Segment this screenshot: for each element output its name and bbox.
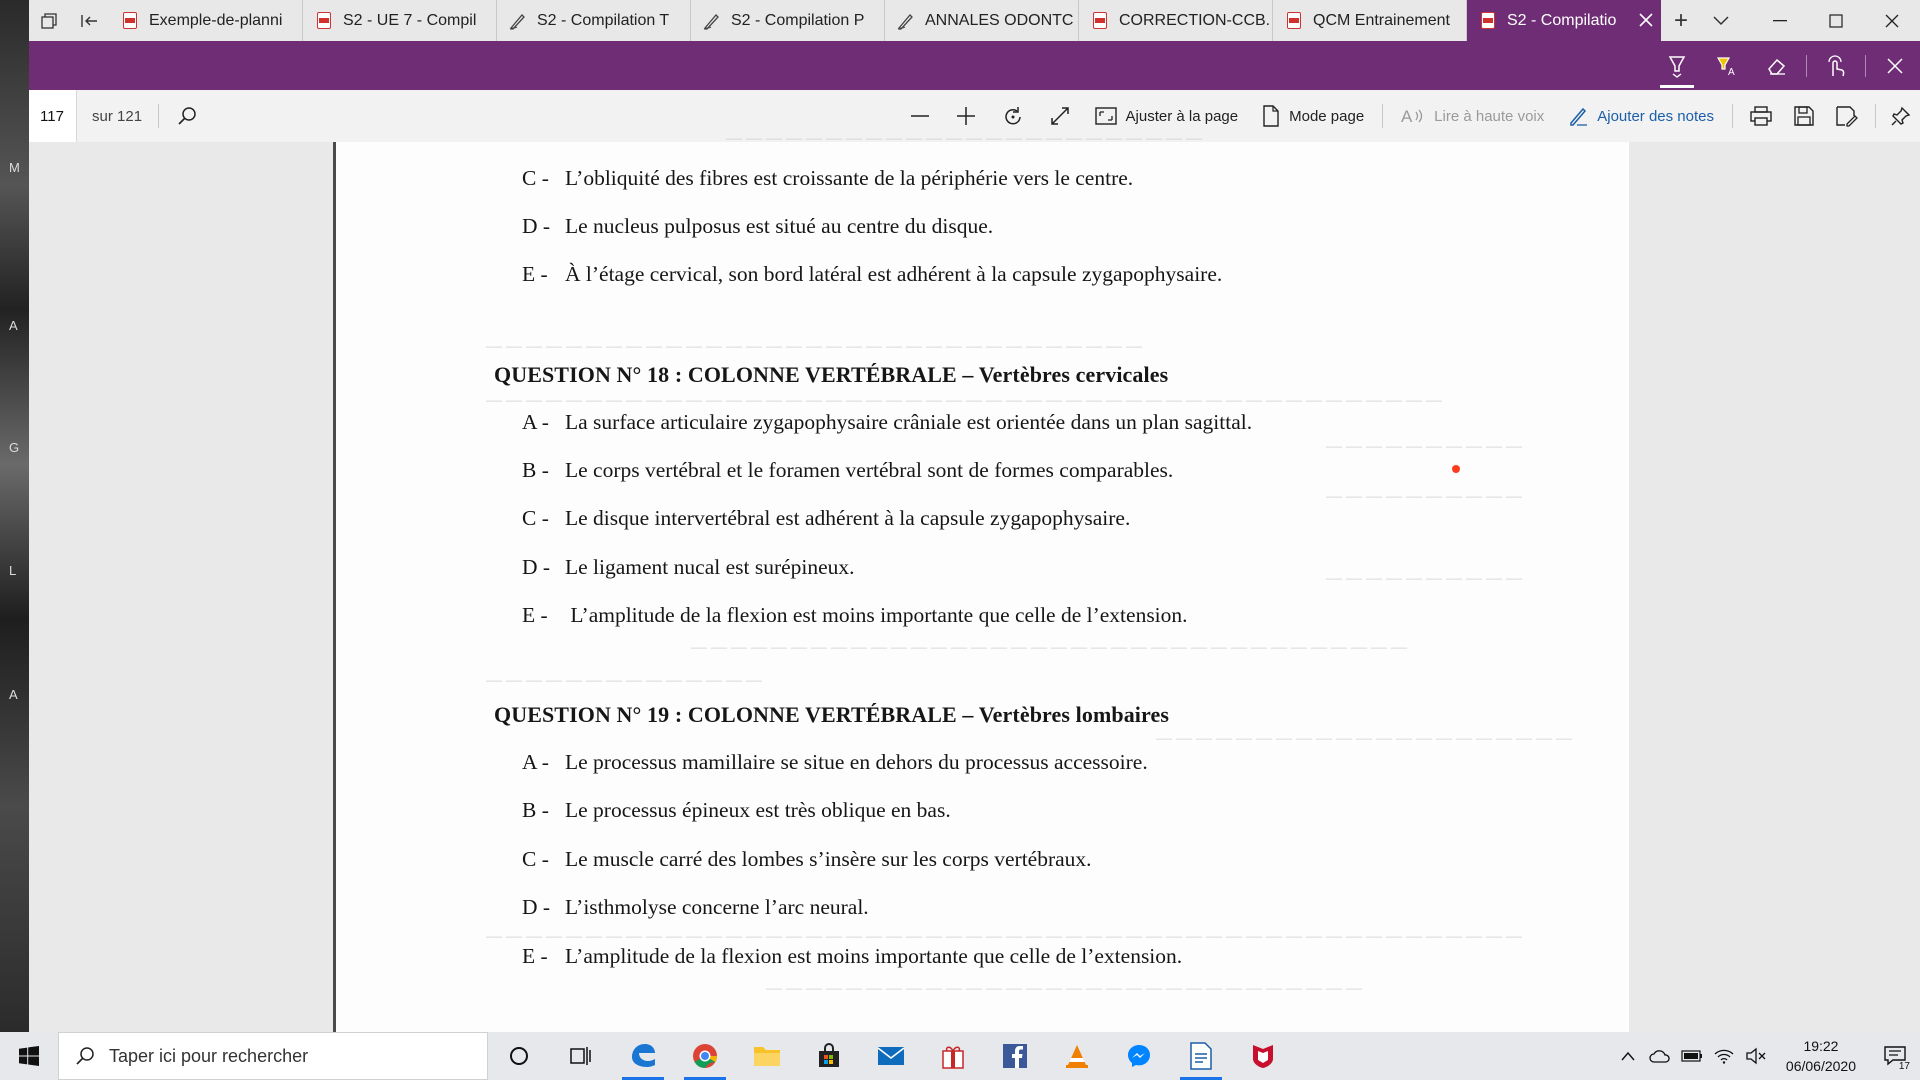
notification-count: 17 [1898, 1061, 1910, 1072]
save-as-icon[interactable] [1825, 90, 1869, 142]
question-option [522, 944, 1182, 969]
option-text: L’amplitude de la flexion est moins importante que celle de l’extension. [565, 944, 1183, 968]
question-option [522, 506, 1130, 531]
close-ink-toolbar-icon[interactable] [1870, 41, 1920, 90]
page-total-label: sur 121 [92, 107, 143, 125]
bleed-through-text: — — — — — — — — — — — — — — [486, 672, 762, 689]
desktop-background [0, 0, 29, 1032]
facebook-icon[interactable] [984, 1032, 1046, 1080]
tab-label: S2 - Compilation P [731, 11, 865, 29]
pdf-page [333, 130, 1629, 1032]
touch-writing-icon[interactable] [1811, 41, 1861, 90]
option-letter: E - [522, 944, 548, 968]
fit-page-icon [1095, 107, 1117, 125]
document-viewer-icon[interactable] [1170, 1032, 1232, 1080]
mail-icon[interactable] [860, 1032, 922, 1080]
pdf-icon [1091, 11, 1109, 31]
option-text: Le disque intervertébral est adhérent à la capsule zygapophysaire. [565, 506, 1131, 530]
pdf-icon [121, 11, 139, 31]
question-option [522, 895, 869, 920]
pdf-icon [315, 11, 333, 31]
option-letter: A - [522, 750, 549, 774]
new-tab-button[interactable]: + [1673, 6, 1688, 34]
option-text: Le nucleus pulposus est situé au centre du disque. [565, 214, 994, 238]
taskbar-search-box[interactable] [58, 1032, 488, 1080]
question-option [522, 262, 1222, 287]
tab-label: ANNALES ODONTC [925, 11, 1074, 29]
tab-label: S2 - Compilatio [1507, 11, 1617, 29]
toolbar-divider [1732, 104, 1733, 128]
taskbar [0, 1032, 1920, 1080]
tab[interactable] [303, 0, 497, 41]
tab[interactable] [885, 0, 1079, 41]
ink-dot [1452, 465, 1460, 473]
search-icon[interactable] [165, 90, 209, 142]
toolbar-divider [158, 104, 159, 128]
file-explorer-icon[interactable] [736, 1032, 798, 1080]
ink-toolbar [29, 41, 1920, 90]
bleed-through-text: — — — — — — — — — — — — — — — — — — — — — — — — — — — — — — — — — — — — — — — — — — — — — — — — [486, 392, 1442, 409]
question-option [522, 166, 1133, 191]
mcafee-icon[interactable] [1232, 1032, 1294, 1080]
option-text: Le processus épineux est très oblique en bas. [565, 798, 951, 822]
desktop-edge-letter: G [9, 440, 20, 455]
pin-toolbar-icon[interactable] [1882, 90, 1920, 142]
tab-label: Exemple-de-planni [149, 11, 283, 29]
battery-icon[interactable] [1676, 1032, 1708, 1080]
pen-icon [703, 11, 721, 31]
edge-icon[interactable] [612, 1032, 674, 1080]
pen-icon [1568, 106, 1588, 126]
tab[interactable] [497, 0, 691, 41]
bleed-through-text: — — — — — — — — — — — — — — — — — — — — — [1156, 730, 1572, 747]
option-text: L’obliquité des fibres est croissante de la périphérie vers le centre. [565, 166, 1134, 190]
maximize-button[interactable] [1808, 0, 1864, 41]
system-tray [1612, 1032, 1920, 1080]
bleed-through-text: — — — — — — — — — — [1326, 570, 1522, 587]
read-aloud-label: Lire à haute voix [1434, 107, 1545, 125]
clock[interactable] [1772, 1036, 1870, 1076]
show-hidden-icons-chevron-icon[interactable] [1612, 1032, 1644, 1080]
option-letter: E - [522, 262, 548, 286]
option-text: L’amplitude de la flexion est moins importante que celle de l’extension. [565, 603, 1188, 627]
question-option [522, 214, 993, 239]
store-icon[interactable] [798, 1032, 860, 1080]
messenger-icon[interactable] [1108, 1032, 1170, 1080]
toolbar-divider [1806, 55, 1807, 77]
tab-active[interactable] [1467, 0, 1661, 41]
vlc-icon[interactable] [1046, 1032, 1108, 1080]
option-text: À l’étage cervical, son bord latéral est adhérent à la capsule zygapophysaire. [565, 262, 1223, 286]
option-letter: C - [522, 506, 549, 530]
page-mode-icon [1262, 105, 1280, 127]
windows-logo-icon [19, 1046, 39, 1066]
question-option [522, 458, 1173, 483]
highlighter-icon[interactable] [1702, 41, 1752, 90]
chrome-icon[interactable] [674, 1032, 736, 1080]
print-icon[interactable] [1739, 90, 1783, 142]
option-text: Le ligament nucal est surépineux. [565, 555, 855, 579]
page-mode-label: Mode page [1289, 107, 1365, 125]
eraser-icon[interactable] [1752, 41, 1802, 90]
bleed-through-text: — — — — — — — — — — [1326, 488, 1522, 505]
desktop-edge-letter: L [9, 563, 17, 578]
bleed-through-text: — — — — — — — — — — [1326, 438, 1522, 455]
question-option [522, 555, 855, 580]
desktop-edge-letter: M [9, 160, 20, 175]
gift-app-icon[interactable] [922, 1032, 984, 1080]
cortana-icon[interactable] [488, 1032, 550, 1080]
tabs [109, 0, 1661, 41]
option-text: Le corps vertébral et le foramen vertébral sont de formes comparables. [565, 458, 1174, 482]
desktop-edge-letter: A [9, 318, 18, 333]
toolbar-divider [1865, 55, 1866, 77]
option-letter: A - [522, 410, 549, 434]
option-text: Le processus mamillaire se situe en dehors du processus accessoire. [565, 750, 1148, 774]
question-option [522, 603, 1188, 628]
task-view-icon[interactable] [550, 1032, 612, 1080]
option-text: La surface articulaire zygapophysaire crâniale est orientée dans un plan sagittal. [565, 410, 1253, 434]
add-notes-button[interactable] [1556, 90, 1726, 142]
svg-text:A: A [1728, 66, 1735, 78]
fit-to-page-label: Ajuster à la page [1125, 107, 1239, 125]
question-option [522, 847, 1092, 872]
search-icon [75, 1046, 95, 1066]
bleed-through-text: — — — — — — — — — — — — — — — — — — — — — — — — [726, 130, 1202, 147]
pen-icon [509, 11, 527, 31]
option-letter: D - [522, 895, 551, 919]
close-window-button[interactable] [1864, 0, 1920, 41]
option-text: Le muscle carré des lombes s’insère sur les corps vertébraux. [565, 847, 1092, 871]
tab[interactable] [1079, 0, 1273, 41]
bleed-through-text: — — — — — — — — — — — — — — — — — — — — — — — — — — — — — — — — — — — — [691, 639, 1407, 656]
tab-label: QCM Entrainement [1313, 11, 1450, 29]
clock-date: 06/06/2020 [1785, 1058, 1856, 1074]
add-notes-label: Ajouter des notes [1597, 107, 1714, 125]
option-letter: C - [522, 166, 549, 190]
pen-tool-icon[interactable] [1652, 41, 1702, 90]
bleed-through-text: — — — — — — — — — — — — — — — — — — — — — — — — — — — — — — — — — [486, 338, 1142, 355]
option-letter: B - [522, 798, 549, 822]
tab-preview-chevron-icon[interactable] [1701, 0, 1741, 41]
action-center-button[interactable] [1870, 1032, 1920, 1080]
tab-label: S2 - Compilation T [537, 11, 670, 29]
pdf-icon [1285, 11, 1303, 31]
option-letter: E - [522, 603, 548, 627]
option-letter: B - [522, 458, 549, 482]
bleed-through-text: — — — — — — — — — — — — — — — — — — — — — — — — — — — — — — — — — — — — — — — — — — — — — — — — — — — — [486, 928, 1522, 945]
option-text: L’isthmolyse concerne l’arc neural. [565, 895, 869, 919]
search-placeholder: Taper ici pour rechercher [109, 1045, 309, 1066]
minimize-button[interactable] [1752, 0, 1808, 41]
document-viewport[interactable] [29, 130, 1920, 1032]
option-letter: D - [522, 214, 551, 238]
question-option [522, 750, 1148, 775]
toolbar-divider [1382, 104, 1383, 128]
toolbar-divider [1875, 104, 1876, 128]
tab-actions-icon[interactable] [29, 0, 69, 41]
bleed-through-text: — — — — — — — — — — — — — — — — — — — — — — — — — — — — — — [766, 980, 1362, 997]
option-letter: C - [522, 847, 549, 871]
svg-text:A: A [1401, 107, 1413, 126]
start-button[interactable] [0, 1032, 58, 1080]
question-option [522, 798, 951, 823]
pen-icon [897, 11, 915, 31]
tab[interactable] [691, 0, 885, 41]
clock-time: 19:22 [1803, 1038, 1839, 1054]
page-number-input[interactable] [29, 90, 77, 142]
save-icon[interactable] [1783, 90, 1825, 142]
tab[interactable] [109, 0, 303, 41]
page-mode-button[interactable] [1250, 90, 1376, 142]
option-letter: D - [522, 555, 551, 579]
question-option [522, 410, 1252, 435]
close-tab-icon[interactable] [1639, 11, 1653, 31]
onedrive-icon[interactable] [1644, 1032, 1676, 1080]
read-aloud-icon [1401, 106, 1425, 126]
question-title: QUESTION N° 18 : COLONNE VERTÉBRALE – Vertèbres cervicales [494, 362, 1169, 387]
tab[interactable] [1273, 0, 1467, 41]
tab-bar [29, 0, 1920, 41]
read-aloud-button[interactable] [1389, 90, 1556, 142]
set-aside-tabs-icon[interactable] [69, 0, 109, 41]
wifi-icon[interactable] [1708, 1032, 1740, 1080]
desktop-edge-letter: A [9, 687, 18, 702]
browser-window [29, 0, 1920, 1032]
volume-muted-icon[interactable] [1740, 1032, 1772, 1080]
question-title: QUESTION N° 19 : COLONNE VERTÉBRALE – Vertèbres lombaires [494, 702, 1170, 727]
tab-label: S2 - UE 7 - Compil [343, 11, 477, 29]
pdf-icon [1479, 11, 1497, 31]
tab-label: CORRECTION-CCB. [1119, 11, 1271, 29]
